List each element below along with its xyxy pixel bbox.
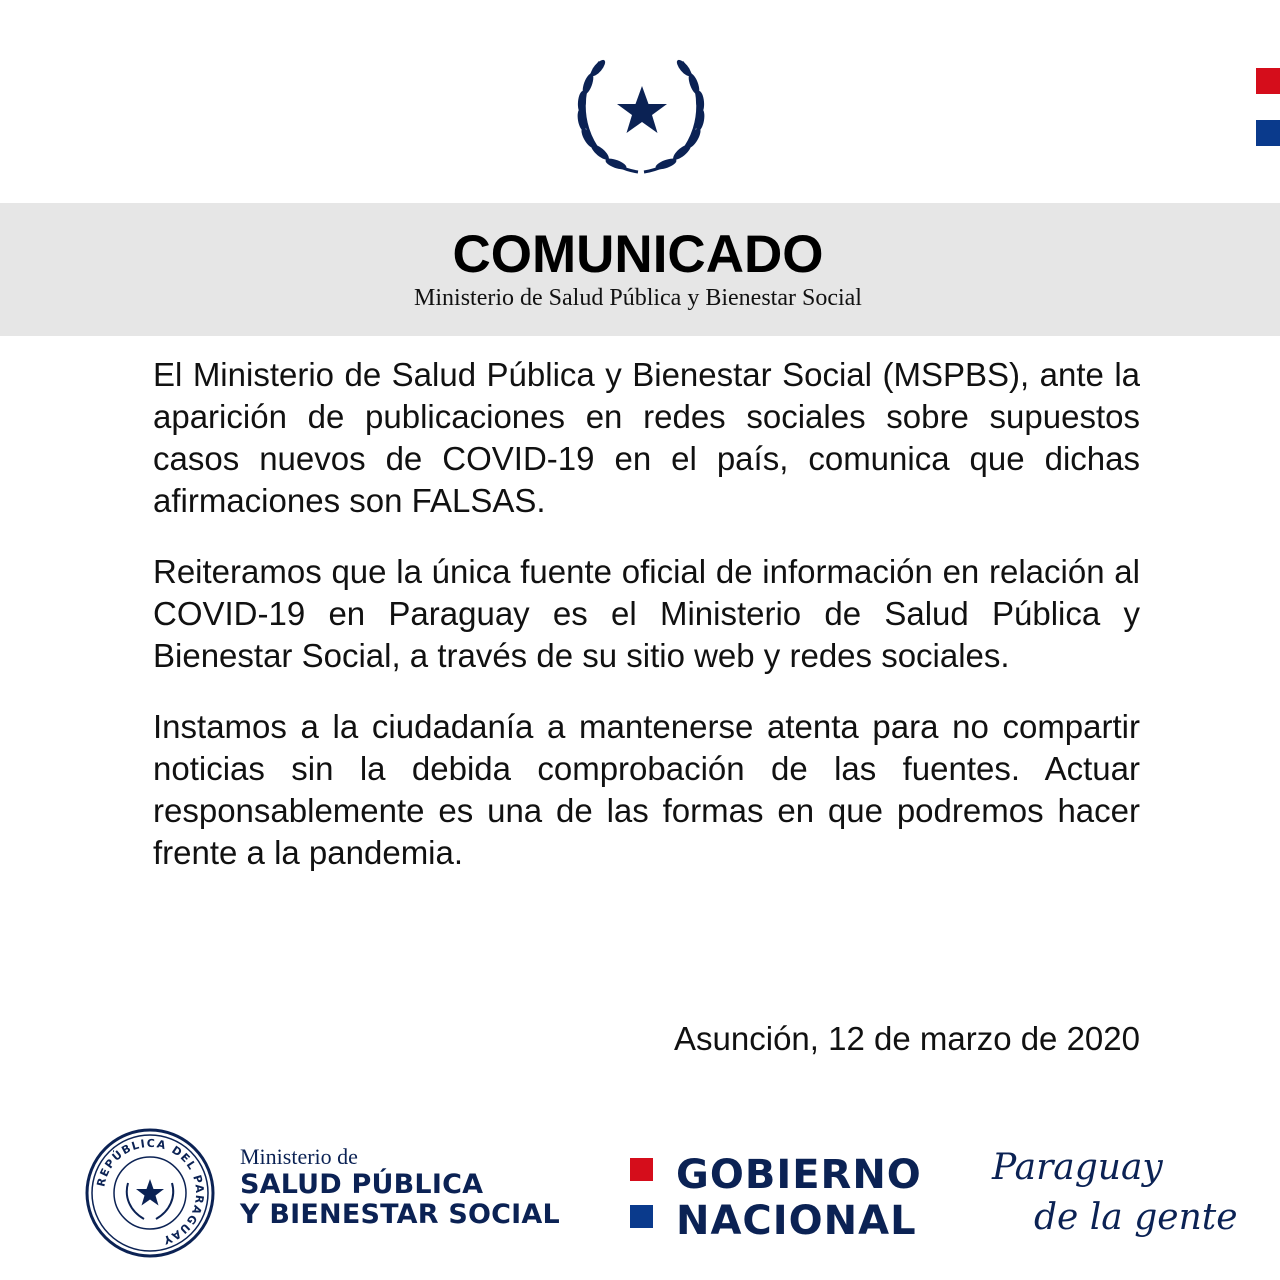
paragraph-2: Reiteramos que la única fuente oficial de información en relación al COVID-19 en Paraguay es el Ministerio de Salud Pública y Bienestar Social, a través de su sitio web y redes sociales.	[153, 553, 1140, 674]
ministry-logo-line2: SALUD PÚBLICA	[240, 1169, 484, 1200]
page-title: COMUNICADO	[452, 225, 824, 284]
gob-red-square	[630, 1158, 653, 1181]
paraguay-slogan-logo	[990, 1135, 1238, 1245]
republic-seal-icon	[84, 1127, 216, 1259]
flag-red-square	[1256, 68, 1280, 94]
ministry-logo	[240, 1144, 560, 1230]
paragraph-3: Instamos a la ciudadanía a mantenerse atenta para no compartir noticias sin la debida comprobación de las fuentes. Actuar responsablemente es una de las formas en que podremos hacer frente a la pandemia.	[153, 708, 1140, 871]
page-subtitle: Ministerio de Salud Pública y Bienestar Social	[414, 285, 862, 311]
laurel-star-emblem-icon	[560, 44, 720, 184]
gob-logo-line1: GOBIERNO	[676, 1152, 922, 1198]
gob-blue-square	[630, 1205, 653, 1228]
date-line: Asunción, 12 de marzo de 2020	[674, 1020, 1140, 1057]
ministry-logo-line3: Y BIENESTAR SOCIAL	[240, 1199, 560, 1230]
seal-text: REPÚBLICA DEL PARAGUAY	[94, 1136, 207, 1248]
flag-blue-square	[1256, 120, 1280, 146]
ministry-logo-line1: Ministerio de	[240, 1144, 358, 1169]
paragraph-1: El Ministerio de Salud Pública y Bienestar Social (MSPBS), ante la aparición de publicaciones en redes sociales sobre supuestos casos nuevos de COVID-19 en el país, comunica que dichas afirmaciones son FALSAS.	[153, 356, 1140, 519]
slogan-line2: de la gente	[1034, 1197, 1238, 1238]
gob-logo-line2: NACIONAL	[676, 1198, 917, 1244]
slogan-line1: Paraguay	[992, 1147, 1163, 1188]
statement-body	[153, 354, 1140, 903]
